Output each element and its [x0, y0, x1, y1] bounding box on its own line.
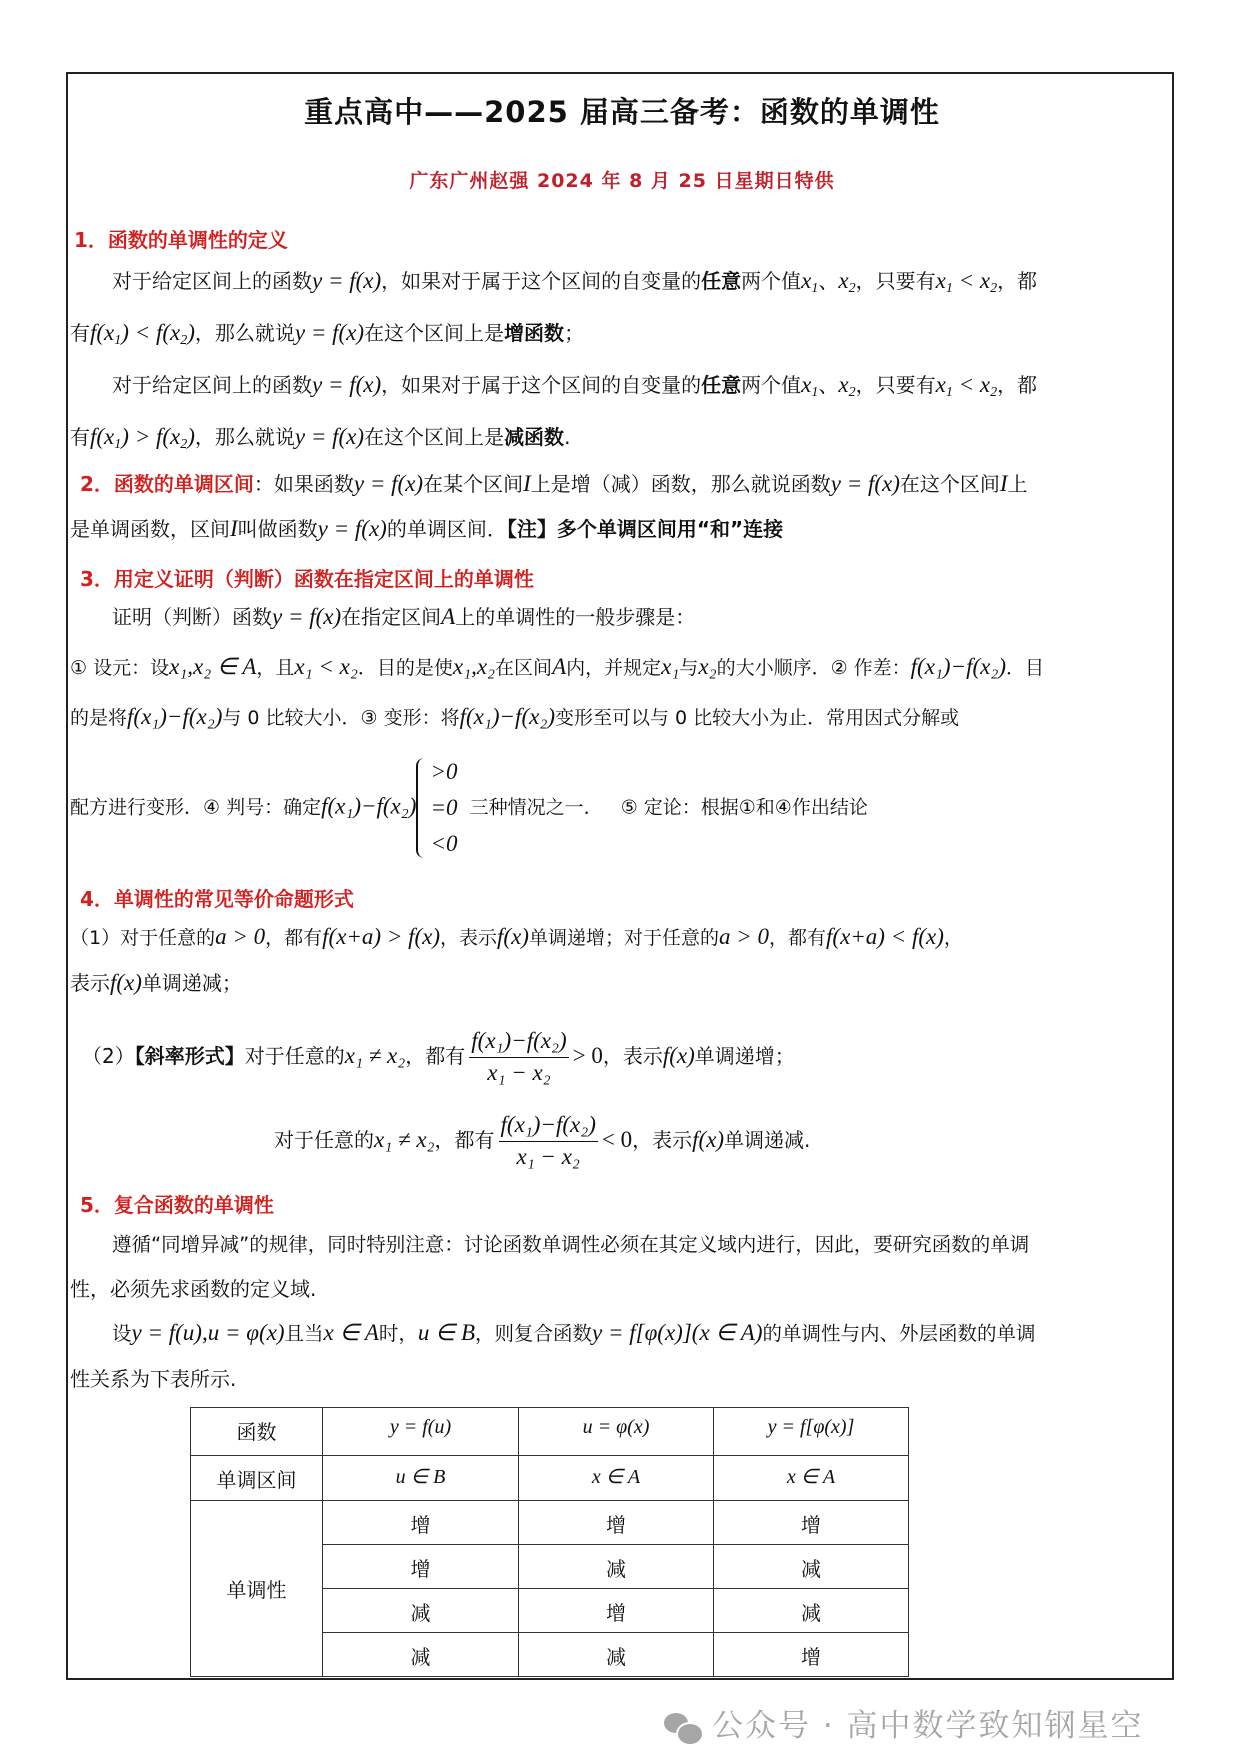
text: 变形至可以与 0 比较大小为止．常用因式分解或: [554, 707, 960, 729]
math-fx: f(x): [497, 924, 529, 949]
table-cell: u ∈ B: [323, 1456, 519, 1501]
text: ，都有: [405, 1044, 466, 1068]
text: ，都有: [769, 927, 827, 949]
text: 在区间: [495, 657, 553, 679]
math-diff: f(x₁)−f(x₂): [321, 793, 417, 819]
text: ．目: [1006, 657, 1045, 679]
math-yfx: y = f(x): [317, 516, 387, 541]
text: 配方进行变形．④ 判号：确定: [70, 796, 322, 819]
table-row-label: 单调性: [191, 1501, 323, 1677]
math-yfx: y = f(x): [294, 320, 365, 345]
numerator: f(x₁)−f(x₂): [469, 1027, 568, 1058]
text: 的单调性与内、外层函数的单调: [762, 1322, 1036, 1345]
text: 是单调函数，区间: [70, 517, 230, 541]
denominator: x₁ − x₂: [487, 1060, 551, 1085]
math-x2: $x_2$: [838, 372, 856, 400]
table-cell: x ∈ A: [519, 1456, 714, 1501]
table-cell: 增: [714, 1633, 909, 1677]
text: 的是将: [70, 707, 128, 729]
text: 两个值: [741, 269, 802, 293]
table-cell: 增: [323, 1545, 519, 1589]
table-row-interval: [191, 1456, 909, 1501]
text: ，表示: [440, 927, 498, 949]
math-fx1-lt-fx2: $f(x_1) < f(x_2)$: [90, 320, 195, 348]
math-x1: $x_1$: [801, 372, 819, 400]
numerator: f(x₁)−f(x₂): [499, 1111, 598, 1142]
text: ，都有: [434, 1128, 495, 1152]
text: 在这个区间: [899, 472, 1000, 496]
page-title: 重点高中——2025 届高三备考：函数的单调性: [304, 95, 940, 129]
text: 的单调区间．: [386, 517, 507, 541]
math-a-gt-0: a > 0: [215, 924, 266, 949]
fraction: [499, 1111, 598, 1172]
sec3-intro: [112, 602, 695, 632]
text: 有: [70, 425, 90, 449]
section-3-heading: 3．用定义证明（判断）函数在指定区间上的单调性: [80, 567, 534, 591]
text: ，那么就说: [194, 425, 295, 449]
text: 设: [112, 1322, 132, 1345]
text: ⑤ 定论：根据①和④作出结论: [620, 796, 868, 819]
sec4-line2: [70, 968, 242, 998]
math-yfx: y = f(x): [312, 372, 382, 397]
case-gt: >0: [430, 759, 458, 784]
text: 在某个区间: [423, 472, 524, 496]
text: 在这个区间上是: [364, 321, 505, 345]
math-x1: $x_1$: [801, 268, 819, 296]
text: ，且: [256, 657, 295, 679]
text: 在指定区间: [341, 605, 442, 629]
text: ，则复合函数: [475, 1322, 593, 1345]
math-x2: x₂: [698, 654, 717, 679]
math-set: x₁,x₂ ∈ A: [169, 654, 257, 679]
text: 内，并规定: [566, 657, 662, 679]
math-x2: $x_2$: [838, 268, 856, 296]
table-cell: 减: [323, 1589, 519, 1633]
text: 与: [679, 657, 699, 679]
sec3-steps-line1: [70, 652, 1044, 683]
text: 单调递减；: [141, 971, 242, 995]
math-a-gt-0: a > 0: [718, 924, 769, 949]
denominator: x₁ − x₂: [516, 1144, 580, 1169]
math-x1: x₁: [661, 654, 680, 679]
page-subtitle: 广东广州赵强 2024 年 8 月 25 日星期日特供: [409, 170, 835, 192]
table-row-label: 单调区间: [191, 1456, 323, 1501]
text: 在这个区间上是: [364, 425, 505, 449]
math-I: I: [999, 471, 1008, 496]
text: 对于任意的: [244, 1044, 345, 1068]
text: 有: [70, 321, 90, 345]
table-header-cell: y = f[φ(x)]: [714, 1408, 909, 1456]
section-4-heading: 4．单调性的常见等价命题形式: [80, 887, 354, 911]
table-header-cell: u = φ(x): [519, 1408, 714, 1456]
text: ，只要有: [855, 373, 936, 397]
math-u-in-B: u ∈ B: [417, 1320, 475, 1345]
bold-decreasing: 减函数: [504, 425, 565, 449]
fraction: [469, 1027, 568, 1088]
bold-any: 任意: [701, 269, 742, 293]
text: ，都有: [265, 927, 323, 949]
table-cell: x ∈ A: [714, 1456, 909, 1501]
math-gt0: > 0: [572, 1043, 603, 1068]
math-A: A: [441, 604, 456, 629]
text: ，如果对于属于这个区间的自变量的: [381, 269, 702, 293]
text: 、: [818, 269, 839, 293]
note-text: 【注】多个单调区间用“和”连接: [506, 517, 784, 541]
sec5-para2-line1: [112, 1318, 1036, 1349]
text: ，那么就说: [194, 321, 295, 345]
text: 单调递增；对于任意的: [528, 927, 719, 949]
text: 单调递增；: [694, 1044, 795, 1068]
table-header-cell: 函数: [191, 1408, 323, 1456]
text: ，表示: [632, 1128, 693, 1152]
table-cell: 减: [714, 1589, 909, 1633]
sec1-para2-line2: [70, 422, 570, 460]
text: 单调递减.: [724, 1128, 811, 1152]
table-cell: 增: [519, 1501, 714, 1545]
text: 上是增（减）函数，那么就说函数: [530, 472, 831, 496]
monotonicity-table: [190, 1407, 909, 1677]
table-cell: 减: [519, 1633, 714, 1677]
text: ．目的是使: [357, 657, 453, 679]
sec2-line1: [80, 469, 1028, 499]
math-composite: y = f[φ(x)](x ∈ A): [592, 1320, 763, 1345]
sec4-slope-line1: [82, 1027, 795, 1088]
sec3-steps-line2: [70, 702, 959, 733]
sec1-para1-line2: [70, 318, 584, 356]
text: ① 设元：设: [70, 657, 170, 679]
math-fx: f(x): [110, 970, 142, 995]
table-header-cell: y = f(u): [323, 1408, 519, 1456]
math-fx1-gt-fx2: $f(x_1) > f(x_2)$: [90, 424, 195, 452]
text: 的大小顺序．② 作差：: [716, 657, 911, 679]
text: 且当: [284, 1322, 324, 1345]
sec2-line2: [70, 514, 783, 544]
math-diff: f(x₁)−f(x₂): [910, 654, 1007, 679]
text: ，只要有: [855, 269, 936, 293]
math-A: A: [552, 654, 567, 679]
text: ；: [564, 321, 585, 345]
table-row: [191, 1501, 909, 1545]
math-I: I: [523, 471, 531, 496]
math-neq: x₁ ≠ x₂: [374, 1127, 435, 1152]
text: （2）: [82, 1044, 135, 1068]
wechat-icon: [664, 1713, 700, 1743]
sec4-line1: [70, 922, 963, 953]
text: 如果函数: [273, 472, 354, 496]
math-diff: f(x₁)−f(x₂): [459, 704, 555, 729]
math-pair: x₁,x₂: [452, 654, 496, 679]
table-cell: 增: [714, 1501, 909, 1545]
text: 表示: [70, 971, 110, 995]
sec1-para1-line1: [112, 266, 1037, 304]
math-x1-lt-x2: $x_1 < x_2$: [935, 268, 998, 296]
text: ，表示: [602, 1044, 663, 1068]
math-neq: x₁ ≠ x₂: [344, 1043, 406, 1068]
document-frame: [66, 72, 1174, 1680]
math-fx: f(x): [662, 1043, 695, 1068]
math-diff: f(x₁)−f(x₂): [127, 704, 223, 729]
text: 上: [1007, 472, 1028, 496]
text: 上的单调性的一般步骤是：: [455, 605, 696, 629]
text: 对于给定区间上的函数: [112, 269, 312, 293]
text: ，都: [997, 269, 1038, 293]
math-yfx: y = f(x): [353, 471, 424, 496]
table-cell: 减: [519, 1545, 714, 1589]
sec3-steps-line3: [70, 754, 868, 862]
math-yfx: y = f(x): [272, 604, 342, 629]
math-I: I: [230, 516, 238, 541]
math-yfx: y = f(x): [294, 424, 365, 449]
text: ，: [943, 927, 963, 949]
sec4-slope-line2: [274, 1111, 810, 1172]
bold-slope-form: 【斜率形式】: [134, 1044, 245, 1068]
math-ineq: f(x+a) > f(x): [322, 924, 441, 949]
math-fx: f(x): [692, 1127, 725, 1152]
brace-icon: [416, 758, 428, 858]
text: 三种情况之一．: [469, 796, 603, 819]
bold-any: 任意: [701, 373, 742, 397]
text: ，如果对于属于这个区间的自变量的: [381, 373, 702, 397]
text: 叫做函数: [237, 517, 318, 541]
text: 两个值: [741, 373, 802, 397]
math-yfx: y = f(x): [312, 268, 382, 293]
text: 对于给定区间上的函数: [112, 373, 312, 397]
table-cell: 增: [519, 1589, 714, 1633]
math-yfx: y = f(x): [830, 471, 900, 496]
cases-brace: [416, 754, 457, 862]
math-lt0: < 0: [601, 1127, 633, 1152]
sec1-para2-line1: [112, 370, 1037, 408]
text: ，都: [997, 373, 1038, 397]
math-x1-lt-x2: $x_1 < x_2$: [935, 372, 998, 400]
section-1-heading: 1．函数的单调性的定义: [74, 228, 288, 252]
text: 证明（判断）函数: [112, 605, 272, 629]
sec5-para1-line1: 遵循“同增异减”的规律，同时特别注意：讨论函数单调性必须在其定义域内进行，因此，要研究函数的单调: [112, 1233, 1030, 1256]
case-eq: =0: [430, 795, 458, 820]
text: 对于任意的: [274, 1128, 374, 1152]
text: 与 0 比较大小．③ 变形：将: [222, 707, 460, 729]
table-cell: 减: [323, 1633, 519, 1677]
sec5-para2-line2: 性关系为下表所示.: [70, 1367, 237, 1391]
text: （1）对于任意的: [70, 927, 216, 949]
text: 、: [818, 373, 839, 397]
sec5-para1-line2: 性，必须先求函数的定义域.: [70, 1277, 317, 1301]
math-ineq: f(x+a) < f(x): [826, 924, 944, 949]
table-cell: 减: [714, 1545, 909, 1589]
table-header-row: [191, 1408, 909, 1456]
text: .: [564, 425, 571, 449]
section-5-heading: 5．复合函数的单调性: [80, 1193, 274, 1217]
section-2-heading: 2．函数的单调区间: [80, 472, 254, 496]
math-lt: x₁ < x₂: [294, 654, 358, 679]
text: 时，: [378, 1322, 418, 1345]
case-lt: <0: [430, 831, 458, 856]
math-composition: y = f(u),u = φ(x): [131, 1320, 285, 1345]
watermark: [664, 1700, 1144, 1745]
watermark-text: 公众号 · 高中数学致知钢星空: [712, 1708, 1144, 1744]
bold-increasing: 增函数: [504, 321, 565, 345]
text: ：: [253, 472, 274, 496]
math-x-in-A: x ∈ A: [323, 1320, 379, 1345]
table-cell: 增: [323, 1501, 519, 1545]
